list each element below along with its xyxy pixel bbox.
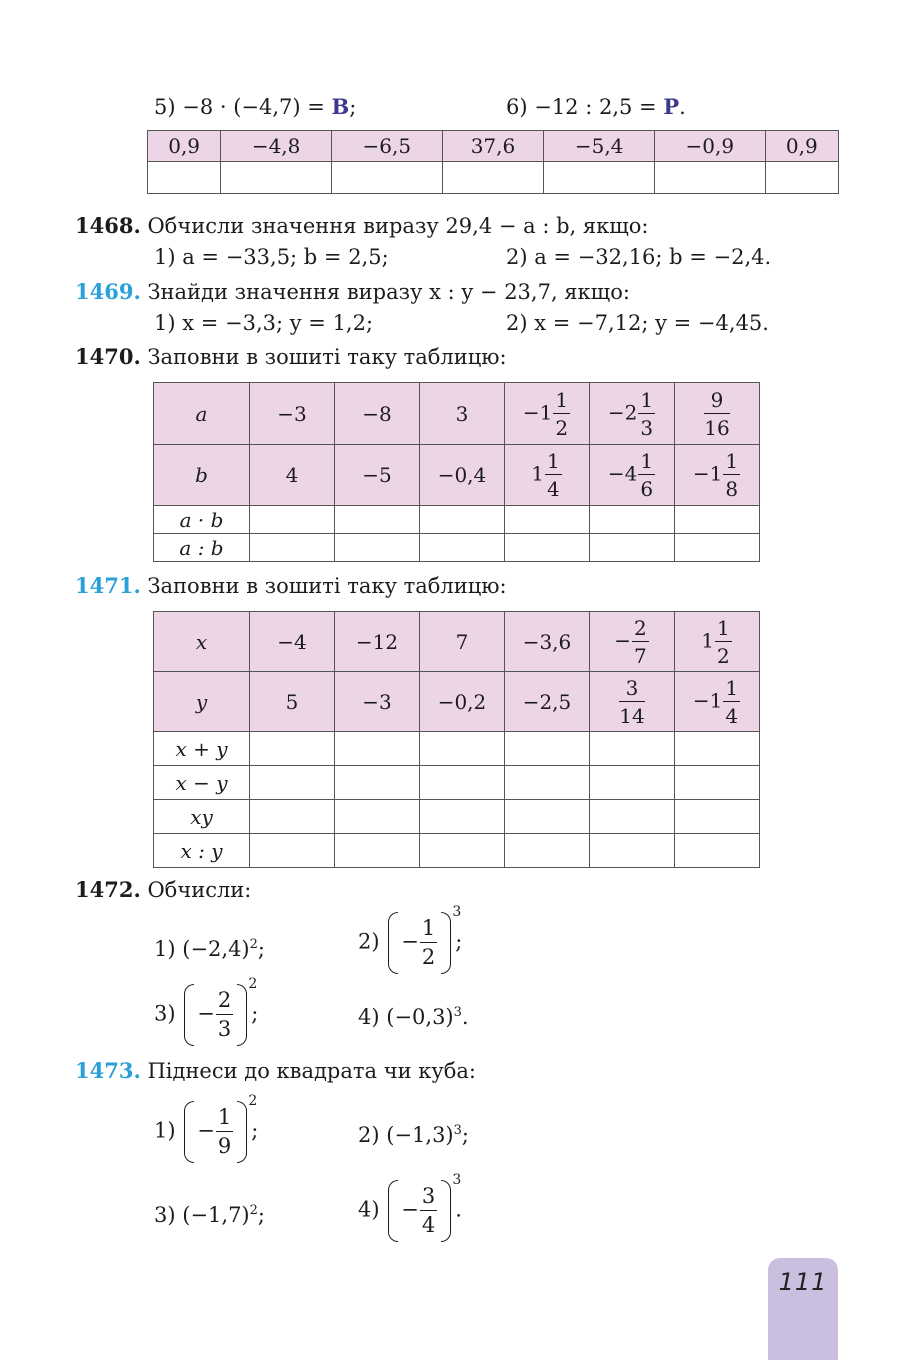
row-label-y: y (154, 672, 250, 732)
empty-cell (420, 732, 505, 766)
exercise-1473 (75, 1057, 476, 1085)
exercise-1472-item2: 2) − $\frac{1}{2}$ 3 ; (358, 912, 462, 974)
item-5: 5) −8 · (−4,7) = В; (154, 94, 357, 119)
cell: 1 $\frac{1}{4}$ (505, 445, 590, 506)
empty-cell (590, 834, 675, 868)
exercise-1469-part1: 1) x = −3,3; y = 1,2; (154, 311, 374, 335)
empty-cell (544, 162, 655, 194)
exercise-1472-item1: 1) $(-2,4)^2$; (154, 937, 265, 961)
empty-cell (654, 162, 765, 194)
exercise-1473-item2: 2) $(-1,3)^3$; (358, 1123, 469, 1147)
exercise-text: Заповни в зошиті таку таблицю: (147, 345, 507, 369)
cell: −4 (250, 612, 335, 672)
cell: −5 (335, 445, 420, 506)
exercise-number: 1471. (75, 573, 141, 598)
exercise-1472-item3: 3) − $\frac{2}{3}$ 2 ; (154, 984, 258, 1046)
row-label-a: a (154, 383, 250, 445)
empty-cell (331, 162, 442, 194)
answer-cell: −0,9 (654, 131, 765, 162)
exercise-1468-part2: 2) a = −32,16; b = −2,4. (506, 245, 772, 269)
row-label-product: a · b (154, 506, 250, 534)
table-1471 (153, 611, 760, 868)
empty-cell (335, 732, 420, 766)
empty-cell (335, 506, 420, 534)
cell: −3,6 (505, 612, 590, 672)
cell: −3 (335, 672, 420, 732)
empty-cell (675, 766, 760, 800)
page-number: 111 (778, 1268, 828, 1296)
empty-cell (250, 834, 335, 868)
empty-cell (590, 506, 675, 534)
exercise-number: 1468. (75, 213, 141, 238)
exercise-number: 1472. (75, 877, 141, 902)
row-label-sum: x + y (154, 732, 250, 766)
page-number-tab (768, 1258, 838, 1360)
exercise-1470 (75, 343, 507, 371)
exercise-number: 1469. (75, 279, 141, 304)
empty-cell (442, 162, 544, 194)
cell: 1 $\frac{1}{2}$ (675, 612, 760, 672)
row-label-x: x (154, 612, 250, 672)
empty-cell (505, 800, 590, 834)
empty-cell (590, 534, 675, 562)
exercise-text: Піднеси до квадрата чи куба: (147, 1059, 476, 1083)
row-label-quotient: x : y (154, 834, 250, 868)
answer-cell: 37,6 (442, 131, 544, 162)
item-6: 6) −12 : 2,5 = Р. (506, 94, 686, 119)
cell: −0,2 (420, 672, 505, 732)
exercise-text: Заповни в зошиті таку таблицю: (147, 574, 507, 598)
answer-cell: −6,5 (331, 131, 442, 162)
cell: −4 $\frac{1}{6}$ (590, 445, 675, 506)
row-label-quotient: a : b (154, 534, 250, 562)
empty-cell (505, 766, 590, 800)
cell: −12 (335, 612, 420, 672)
exercise-1468-part1: 1) a = −33,5; b = 2,5; (154, 245, 389, 269)
answer-cell: −5,4 (544, 131, 655, 162)
row-label-difference: x − y (154, 766, 250, 800)
empty-cell (250, 506, 335, 534)
cell: 5 (250, 672, 335, 732)
exercise-text: Обчисли значення виразу 29,4 − a : b, якщо: (147, 214, 649, 238)
exercise-1473-item1: 1) − $\frac{1}{9}$ 2 ; (154, 1101, 258, 1163)
cell: −0,4 (420, 445, 505, 506)
empty-cell (505, 534, 590, 562)
cell: − $\frac{2}{7}$ (590, 612, 675, 672)
table-1470 (153, 382, 760, 562)
exercise-1468 (75, 212, 649, 240)
exercise-1471 (75, 572, 507, 600)
row-label-product: xy (154, 800, 250, 834)
empty-cell (420, 766, 505, 800)
empty-cell (250, 534, 335, 562)
answer-cell: −4,8 (221, 131, 332, 162)
empty-cell (420, 506, 505, 534)
cell: −1 $\frac{1}{2}$ (505, 383, 590, 445)
empty-cell (505, 732, 590, 766)
cell: −1 $\frac{1}{4}$ (675, 672, 760, 732)
empty-cell (675, 534, 760, 562)
empty-cell (420, 834, 505, 868)
exercise-1469-part2: 2) x = −7,12; y = −4,45. (506, 311, 769, 335)
exercise-number: 1473. (75, 1058, 141, 1083)
cell: −1 $\frac{1}{8}$ (675, 445, 760, 506)
cell: −3 (250, 383, 335, 445)
empty-cell (250, 732, 335, 766)
empty-cell (420, 800, 505, 834)
cell: −8 (335, 383, 420, 445)
exercise-number: 1470. (75, 344, 141, 369)
exercise-1469 (75, 278, 630, 306)
empty-cell (335, 534, 420, 562)
empty-cell (590, 766, 675, 800)
row-label-b: b (154, 445, 250, 506)
cell: 3 (420, 383, 505, 445)
exercise-text: Обчисли: (147, 878, 252, 902)
exercise-1472 (75, 876, 251, 904)
exercise-1472-item4: 4) $(-0,3)^3$. (358, 1005, 469, 1029)
empty-cell (590, 800, 675, 834)
answer-cell: 0,9 (148, 131, 221, 162)
empty-cell (505, 506, 590, 534)
empty-cell (675, 800, 760, 834)
empty-cell (148, 162, 221, 194)
answer-cell: 0,9 (765, 131, 838, 162)
exercise-1473-item4: 4) − $\frac{3}{4}$ 3 . (358, 1180, 462, 1242)
empty-cell (335, 834, 420, 868)
cell: $\frac{3}{14}$ (590, 672, 675, 732)
exercise-1473-item3: 3) $(-1,7)^2$; (154, 1203, 265, 1227)
cell: $\frac{9}{16}$ (675, 383, 760, 445)
empty-cell (505, 834, 590, 868)
empty-cell (765, 162, 838, 194)
empty-cell (335, 766, 420, 800)
empty-cell (420, 534, 505, 562)
empty-cell (675, 834, 760, 868)
exercise-text: Знайди значення виразу x : y − 23,7, якщо: (147, 280, 630, 304)
empty-cell (250, 766, 335, 800)
empty-cell (250, 800, 335, 834)
empty-cell (675, 506, 760, 534)
cell: −2,5 (505, 672, 590, 732)
empty-cell (335, 800, 420, 834)
empty-cell (675, 732, 760, 766)
cell: −2 $\frac{1}{3}$ (590, 383, 675, 445)
cell: 4 (250, 445, 335, 506)
answer-table (147, 130, 839, 194)
empty-cell (590, 732, 675, 766)
empty-cell (221, 162, 332, 194)
cell: 7 (420, 612, 505, 672)
